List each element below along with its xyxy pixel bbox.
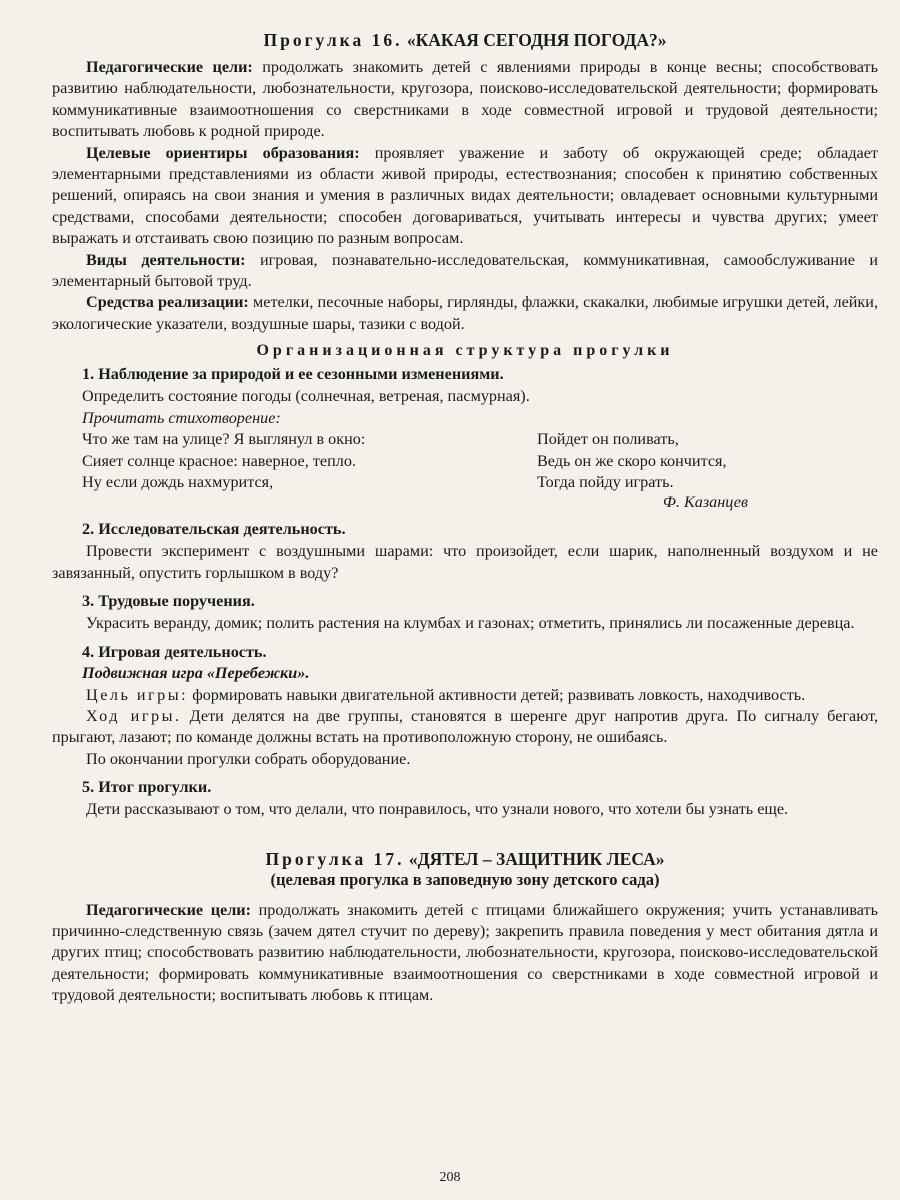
poem — [82, 429, 878, 493]
walk-17-title — [52, 849, 878, 870]
goals-text: продолжать знакомить детей с явлениями природы в конце весны; способствовать развитию наблюдательности, любознательности, кругозора, поисково-исследовательской деятельности; формировать коммуникативные взаимоотношения со сверстниками в ходе совместной игровой и трудовой деятельности; воспитывать любовь к родной природе. — [52, 58, 878, 141]
item-2-title: 2. Исследовательская деятельность. — [82, 520, 346, 539]
item-4-game-title: Подвижная игра «Перебежки». — [82, 663, 310, 682]
goals-label: Педагогические цели: — [86, 900, 252, 919]
poem-line: Что же там на улице? Я выглянул в окно: — [82, 430, 366, 449]
walk-17-title-main: «ДЯТЕЛ – ЗАЩИТНИК ЛЕСА» — [408, 848, 665, 869]
walk-17-subtitle: (целевая прогулка в заповедную зону детского сада) — [270, 869, 660, 889]
activities-label: Виды деятельности: — [86, 250, 246, 269]
targets-label: Целевые ориентиры образования: — [86, 143, 360, 162]
item-1-poem-intro: Прочитать стихотворение: — [82, 408, 281, 427]
item-4-title: 4. Игровая деятельность. — [82, 642, 267, 661]
item-3-text: Украсить веранду, домик; полить растения на клумбах и газонах; отметить, принялись ли посаженные деревца. — [86, 614, 855, 633]
poem-line: Тогда пойду играть. — [537, 472, 674, 491]
game-end-text: По окончании прогулки собрать оборудование. — [86, 749, 411, 768]
poem-line: Пойдет он поливать, — [537, 430, 679, 449]
poem-line: Сияет солнце красное: наверное, тепло. — [82, 451, 356, 470]
game-goal-label: Цель игры: — [86, 685, 189, 704]
walk-16-targets — [52, 143, 878, 250]
structure-title: Организационная структура прогулки — [256, 342, 674, 360]
walk-16-title-main: «КАКАЯ СЕГОДНЯ ПОГОДА?» — [406, 30, 667, 50]
poem-left-column — [82, 429, 537, 493]
item-1-text: Определить состояние погоды (солнечная, ветреная, пасмурная). — [82, 387, 530, 406]
means-text: метелки, песочные наборы, гирлянды, флажки, скакалки, любимые игрушки детей, лейки, экологические указатели, воздушные шары, тазики с водой. — [52, 293, 879, 333]
means-label: Средства реализации: — [86, 293, 249, 312]
game-course-text: Дети делятся на две группы, становятся в шеренге друг напротив друга. По сигналу бегают, прыгают, лазают; по команде должны встать на противоположную сторону, не ошибаясь. — [52, 706, 878, 747]
game-course-label: Ход игры. — [86, 706, 182, 725]
walk-17-title-prefix: Прогулка 17. — [265, 848, 405, 869]
walk-16-activities — [52, 250, 878, 293]
item-1-title: 1. Наблюдение за природой и ее сезонными изменениями. — [82, 365, 504, 384]
activities-text: игровая, познавательно-исследовательская, коммуникативная, самообслуживание и элементарный бытовой труд. — [52, 250, 878, 291]
poem-right-column — [537, 429, 877, 493]
item-3-title: 3. Трудовые поручения. — [82, 592, 255, 611]
page-number: 208 — [439, 1170, 461, 1185]
targets-text: проявляет уважение и заботу об окружающей среде; обладает элементарными представлениями из области живой природы, естествознания; способен к принятию собственных решений, опираясь на свои знания и умения в различных видах деятельности; овладевает основными культурными средствами, способами деятельности; способен договариваться, учитывать интересы и чувства других; умеет выражать и отстаивать свою позицию по разным вопросам. — [52, 143, 879, 248]
walk-17-goals — [52, 900, 878, 1007]
item-5-title: 5. Итог прогулки. — [82, 778, 212, 797]
game-course — [52, 706, 878, 749]
poem-line: Ведь он же скоро кончится, — [537, 451, 727, 470]
walk-16-title — [52, 30, 878, 51]
item-2-text: Провести эксперимент с воздушными шарами: что произойдет, если шарик, наполненный воздухом и не завязанный, опустить горлышком в воду? — [52, 542, 878, 582]
poem-line: Ну если дождь нахмурится, — [82, 472, 274, 491]
goals-text: продолжать знакомить детей с птицами ближайшего окружения; учить устанавливать причинно-следственную связь (зачем дятел стучит по дереву); закрепить правила поведения у мест обитания дятла и других птиц; способствовать развитию наблюдательности, любознательности, кругозора, поисково-исследовательской деятельности; формировать коммуникативные взаимоотношения со сверстниками в ходе совместной игровой и трудовой деятельности; воспитывать любовь к птицам. — [52, 900, 878, 1005]
walk-16-goals — [52, 57, 878, 143]
game-goal-text: формировать навыки двигательной активности детей; развивать ловкость, находчивость. — [192, 685, 806, 704]
game-goal — [52, 685, 878, 706]
walk-16-title-prefix: Прогулка 16. — [263, 30, 403, 50]
item-5-text: Дети рассказывают о том, что делали, что понравилось, что узнали нового, что хотели бы узнать еще. — [86, 800, 789, 819]
goals-label: Педагогические цели: — [86, 58, 253, 76]
poem-author: Ф. Казанцев — [662, 493, 748, 512]
walk-16-means — [52, 292, 878, 335]
